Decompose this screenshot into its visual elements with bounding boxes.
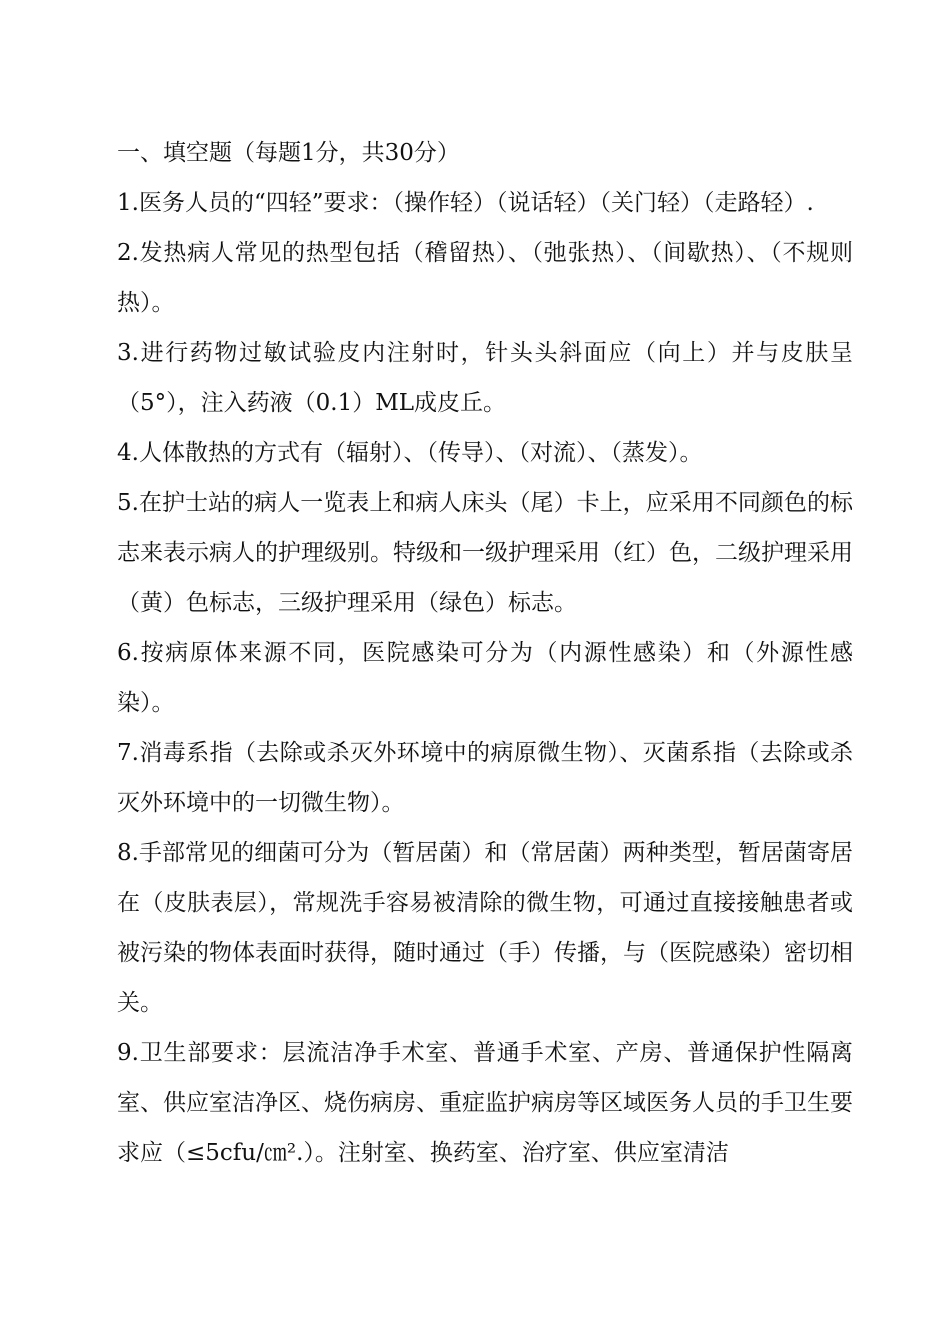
- question-2: 2.发热病人常见的热型包括（稽留热）、（弛张热）、（间歇热）、（不规则热）。: [117, 240, 853, 316]
- question-4: 4.人体散热的方式有（辐射）、（传导）、（对流）、（蒸发）。: [117, 440, 703, 466]
- question-7: 7.消毒系指（去除或杀灭外环境中的病原微生物）、灭菌系指（去除或杀灭外环境中的一切微生物）。: [117, 740, 853, 816]
- section-title: 一、填空题（每题1分，共30分）: [117, 140, 460, 166]
- question-1: 1.医务人员的“四轻”要求：（操作轻）（说话轻）（关门轻）（走路轻）.: [117, 190, 814, 216]
- question-9: 9.卫生部要求：层流洁净手术室、普通手术室、产房、普通保护性隔离室、供应室洁净区、烧伤病房、重症监护病房等区域医务人员的手卫生要求应（≤5cfu/㎝².）。注射室、换药室、治疗室、供应室清洁: [117, 1040, 853, 1166]
- document-body: [117, 128, 853, 1178]
- question-3: 3.进行药物过敏试验皮内注射时，针头头斜面应（向上）并与皮肤呈（5°），注入药液（0.1）ML成皮丘。: [117, 340, 853, 416]
- question-8: 8.手部常见的细菌可分为（暂居菌）和（常居菌）两种类型，暂居菌寄居在（皮肤表层），常规洗手容易被清除的微生物，可通过直接接触患者或被污染的物体表面时获得，随时通过（手）传播，与（医院感染）密切相关。: [117, 840, 853, 1016]
- question-6: 6.按病原体来源不同，医院感染可分为（内源性感染）和（外源性感染）。: [117, 640, 853, 716]
- question-5: 5.在护士站的病人一览表上和病人床头（尾）卡上，应采用不同颜色的标志来表示病人的护理级别。特级和一级护理采用（红）色，二级护理采用（黄）色标志，三级护理采用（绿色）标志。: [117, 490, 853, 616]
